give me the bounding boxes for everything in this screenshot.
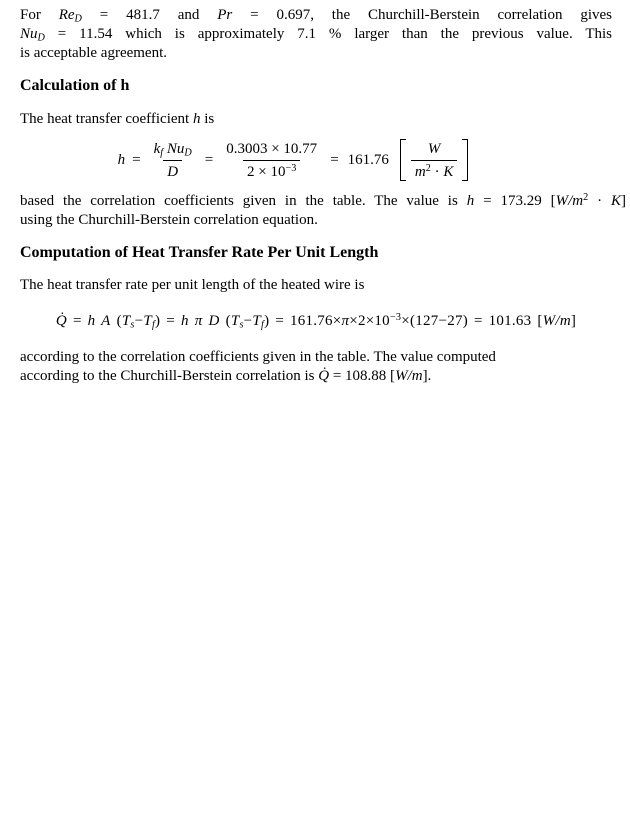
math-var: h A: [87, 313, 111, 329]
math-var: k: [153, 140, 161, 157]
text-line: [20, 211, 626, 230]
math-var: π: [341, 313, 350, 329]
math-sub: D: [184, 147, 192, 159]
math-sub: D: [37, 32, 45, 44]
right-bracket: [462, 139, 468, 181]
fraction-denominator: [163, 160, 182, 181]
left-bracket: [400, 139, 406, 181]
text-run: ]: [570, 313, 577, 329]
fraction-numerator: [424, 140, 445, 160]
text-line: [20, 44, 612, 63]
text-run: according to the correlation coefficients given in the table. The value computed: [20, 349, 496, 365]
q-equation: [20, 307, 612, 335]
text-line: [20, 367, 612, 386]
math-var: K: [610, 193, 621, 209]
q-result-paragraph: [20, 348, 612, 386]
math-sub: f: [160, 147, 164, 159]
text-run: = 108.88 [: [329, 368, 396, 384]
equals-sign: =: [330, 151, 339, 168]
text-line: [20, 192, 626, 211]
math-sup: 2: [583, 191, 589, 203]
text-run: according to the Churchill-Berstein correlation is: [20, 368, 319, 384]
math-sup: −3: [389, 311, 402, 323]
math-var: m: [414, 163, 426, 180]
math-sub: s: [130, 319, 135, 331]
math-var: W/m: [555, 193, 584, 209]
equals-sign: =: [204, 151, 214, 168]
math-sub: f: [260, 319, 265, 331]
math-var: h π D: [181, 313, 220, 329]
text-run: using the Churchill-Berstein correlation equation.: [20, 212, 318, 228]
rate-intro-paragraph: [20, 276, 612, 295]
numeric-fraction: [222, 140, 321, 181]
math-var: W/m: [542, 313, 571, 329]
text-run: ×2×10: [349, 313, 390, 329]
text-run: ].: [422, 368, 432, 384]
h-result-paragraph: [20, 192, 626, 230]
minus-sign: −: [134, 313, 144, 329]
fraction-denominator: [411, 160, 457, 181]
h-equation: [20, 137, 612, 183]
text-run: For: [20, 7, 59, 23]
math-var: h: [192, 111, 201, 127]
text-run: (: [110, 313, 122, 329]
math-var: T: [121, 313, 131, 329]
math-var: T: [230, 313, 240, 329]
math-var: T: [252, 313, 261, 329]
text-run: is: [200, 111, 215, 127]
math-var: Nu: [20, 26, 38, 42]
text-run: = 11.54 which is approximately 7.1 % larger than the previous value. This: [44, 26, 612, 42]
minus-sign: −: [243, 313, 253, 329]
heat-rate-heading: Computation of Heat Transfer Rate Per Unit Length: [20, 244, 379, 261]
text-run: ]: [621, 193, 626, 209]
math-var: Nu: [166, 140, 185, 157]
text-run: is acceptable agreement.: [20, 45, 167, 61]
calculation-of-h-heading: Calculation of h: [20, 77, 130, 94]
math-var-qdot: Q̇: [318, 368, 330, 384]
text-run: ) =: [155, 313, 181, 329]
text-run: The heat transfer rate per unit length of the heated wire is: [20, 277, 365, 293]
text-run: based the correlation coefficients given in the table. The value is: [20, 193, 467, 209]
text-line: [20, 25, 612, 44]
math-var: h: [466, 193, 475, 209]
intro-paragraph: [20, 6, 612, 63]
text-run: ) = 161.76×: [264, 313, 342, 329]
text-line: [20, 110, 612, 129]
math-sub: s: [239, 319, 244, 331]
math-var: Re: [58, 7, 75, 23]
text-run: = 0.697, the Churchill-Berstein correlation gives: [232, 7, 613, 23]
unit-fraction: [411, 140, 457, 181]
math-sub: f: [151, 319, 156, 331]
text-run: = 481.7 and: [81, 7, 218, 23]
coefficient-intro-paragraph: [20, 110, 612, 129]
text-run: 2 × 10: [247, 163, 286, 180]
text-run: ·: [588, 193, 611, 209]
text-line: [20, 6, 612, 25]
math-var: W: [427, 140, 441, 157]
math-var: T: [143, 313, 152, 329]
text-run: = 173.29 [: [474, 193, 556, 209]
math-sup: −3: [285, 162, 297, 174]
equals-sign: =: [132, 151, 141, 168]
symbolic-fraction: [150, 140, 196, 181]
result-value: 161.76: [347, 151, 389, 168]
math-var: h: [117, 151, 126, 168]
math-var: K: [443, 163, 454, 180]
math-sup: 2: [425, 162, 431, 174]
text-run: =: [66, 313, 88, 329]
math-var-qdot: Q̇: [55, 313, 67, 329]
math-var: Pr: [217, 7, 233, 23]
text-line: [20, 276, 612, 295]
math-sub: D: [74, 13, 82, 25]
math-var: W/m: [395, 368, 423, 384]
fraction-numerator: [150, 140, 196, 160]
text-run: The heat transfer coefficient: [20, 111, 193, 127]
fraction-numerator: 0.3003 × 10.77: [226, 140, 318, 157]
text-run: ·: [430, 163, 444, 180]
text-run: (: [219, 313, 231, 329]
math-var: D: [167, 163, 179, 180]
text-run: ×(127−27) = 101.63 [: [401, 313, 543, 329]
fraction-denominator: [243, 160, 300, 181]
text-line: [20, 348, 612, 367]
